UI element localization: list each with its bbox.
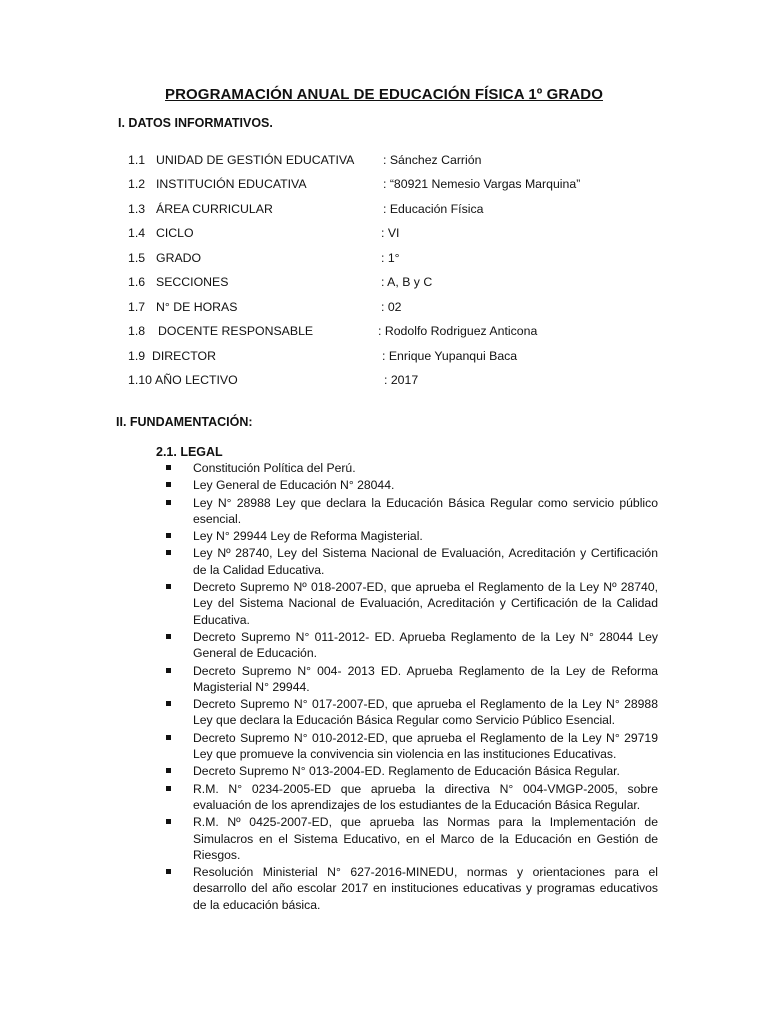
subsection-heading-legal: 2.1. LEGAL	[156, 445, 223, 459]
section-heading-fundamentacion: II. FUNDAMENTACIÓN:	[116, 415, 253, 429]
info-number: 1.9	[128, 349, 146, 363]
info-number: 1.10	[128, 373, 152, 387]
legal-list	[160, 460, 658, 914]
bullet-icon	[166, 634, 171, 639]
legal-text: Ley N° 28988 Ley que declara la Educación Básica Regular como servicio público esencial.	[193, 495, 658, 526]
list-item	[160, 696, 658, 729]
bullet-icon	[166, 465, 171, 470]
info-label: GRADO	[156, 251, 202, 265]
info-label: INSTITUCIÓN EDUCATIVA	[156, 177, 307, 191]
info-value: : “80921 Nemesio Vargas Marquina”	[383, 177, 581, 191]
info-value: : Educación Física	[383, 202, 484, 216]
legal-text: Ley N° 29944 Ley de Reforma Magisterial.	[193, 529, 423, 544]
info-value: : 1°	[381, 251, 400, 265]
legal-text: Decreto Supremo N° 010-2012-ED, que aprueba el Reglamento de la Ley N° 29719 Ley que promueve la convivencia sin violencia en las instituciones Educativas.	[193, 730, 658, 762]
legal-text: Decreto Supremo N° 004- 2013 ED. Aprueba Reglamento de la Ley de Reforma Magisterial N° 29944.	[193, 663, 658, 694]
info-label: AÑO LECTIVO	[155, 373, 238, 387]
list-item	[160, 663, 658, 696]
info-label: DOCENTE RESPONSABLE	[158, 324, 314, 338]
list-item	[160, 528, 658, 544]
legal-text: Ley General de Educación N° 28044.	[193, 478, 395, 493]
bullet-icon	[166, 701, 171, 706]
section-heading-datos-informativos: I. DATOS INFORMATIVOS.	[118, 116, 273, 130]
bullet-icon	[166, 786, 171, 791]
bullet-icon	[166, 500, 171, 505]
info-value: : Rodolfo Rodriguez Anticona	[378, 324, 538, 338]
info-value: : A, B y C	[381, 275, 433, 289]
info-label: ÁREA CURRICULAR	[156, 202, 273, 216]
info-label: UNIDAD DE GESTIÓN EDUCATIVA	[156, 153, 355, 167]
info-number: 1.2	[128, 177, 146, 191]
info-number: 1.7	[128, 300, 146, 314]
list-item	[160, 477, 658, 493]
list-item	[160, 629, 658, 662]
legal-text: Decreto Supremo N° 011-2012- ED. Aprueba Reglamento de la Ley N° 28044 Ley General de Educación.	[193, 629, 658, 661]
list-item	[160, 814, 658, 863]
info-label: SECCIONES	[156, 275, 229, 289]
list-item	[160, 495, 658, 528]
legal-text: R.M. N° 0234-2005-ED que aprueba la directiva N° 004-VMGP-2005, sobre evaluación de los aprendizajes de los estudiantes de la Educación Básica Regular.	[193, 781, 658, 812]
info-number: 1.8	[128, 324, 146, 338]
legal-text: Decreto Supremo N° 013-2004-ED. Reglamento de Educación Básica Regular.	[193, 764, 620, 779]
legal-text: Constitución Política del Perú.	[193, 461, 356, 475]
info-label: CICLO	[156, 226, 194, 240]
list-item	[160, 864, 658, 913]
info-number: 1.1	[128, 153, 146, 167]
legal-text: Resolución Ministerial N° 627-2016-MINEDU, normas y orientaciones para el desarrollo del año escolar 2017 en instituciones educativas y programas educativos de la educación básica.	[193, 865, 658, 912]
bullet-icon	[166, 533, 171, 538]
bullet-icon	[166, 550, 171, 555]
bullet-icon	[166, 668, 171, 673]
info-number: 1.5	[128, 251, 146, 265]
info-label: N° DE HORAS	[156, 300, 238, 314]
info-number: 1.3	[128, 202, 146, 216]
info-value: : VI	[381, 226, 400, 240]
legal-text: Decreto Supremo N° 017-2007-ED, que aprueba el Reglamento de la Ley N° 28988 Ley que declara la Educación Básica Regular como Servicio Público Esencial.	[193, 697, 658, 728]
document-title: PROGRAMACIÓN ANUAL DE EDUCACIÓN FÍSICA 1º GRADO	[165, 86, 603, 103]
list-item	[160, 730, 658, 763]
legal-text: Ley Nº 28740, Ley del Sistema Nacional de Evaluación, Acreditación y Certificación de la Calidad Educativa.	[193, 546, 658, 577]
bullet-icon	[166, 735, 171, 740]
bullet-icon	[166, 869, 171, 874]
info-value: : 2017	[384, 373, 419, 387]
info-value: : Enrique Yupanqui Baca	[382, 349, 518, 363]
list-item	[160, 763, 658, 779]
info-number: 1.6	[128, 275, 146, 289]
info-number: 1.4	[128, 226, 146, 240]
list-item	[160, 781, 658, 814]
info-label: DIRECTOR	[152, 349, 216, 363]
info-value: : 02	[381, 300, 402, 314]
legal-text: R.M. Nº 0425-2007-ED, que aprueba las Normas para la Implementación de Simulacros en el Sistema Educativo, en el Marco de la Educación en Gestión de Riesgos.	[193, 815, 658, 862]
legal-text: Decreto Supremo Nº 018-2007-ED, que aprueba el Reglamento de la Ley Nº 28740, Ley del Sistema Nacional de Evaluación, Acreditación y Certificación de la Calidad Educativa.	[193, 580, 658, 627]
bullet-icon	[166, 819, 171, 824]
bullet-icon	[166, 584, 171, 589]
list-item	[160, 460, 658, 476]
bullet-icon	[166, 482, 171, 487]
bullet-icon	[166, 768, 171, 773]
list-item	[160, 579, 658, 628]
list-item	[160, 545, 658, 578]
info-value: : Sánchez Carrión	[383, 153, 482, 167]
